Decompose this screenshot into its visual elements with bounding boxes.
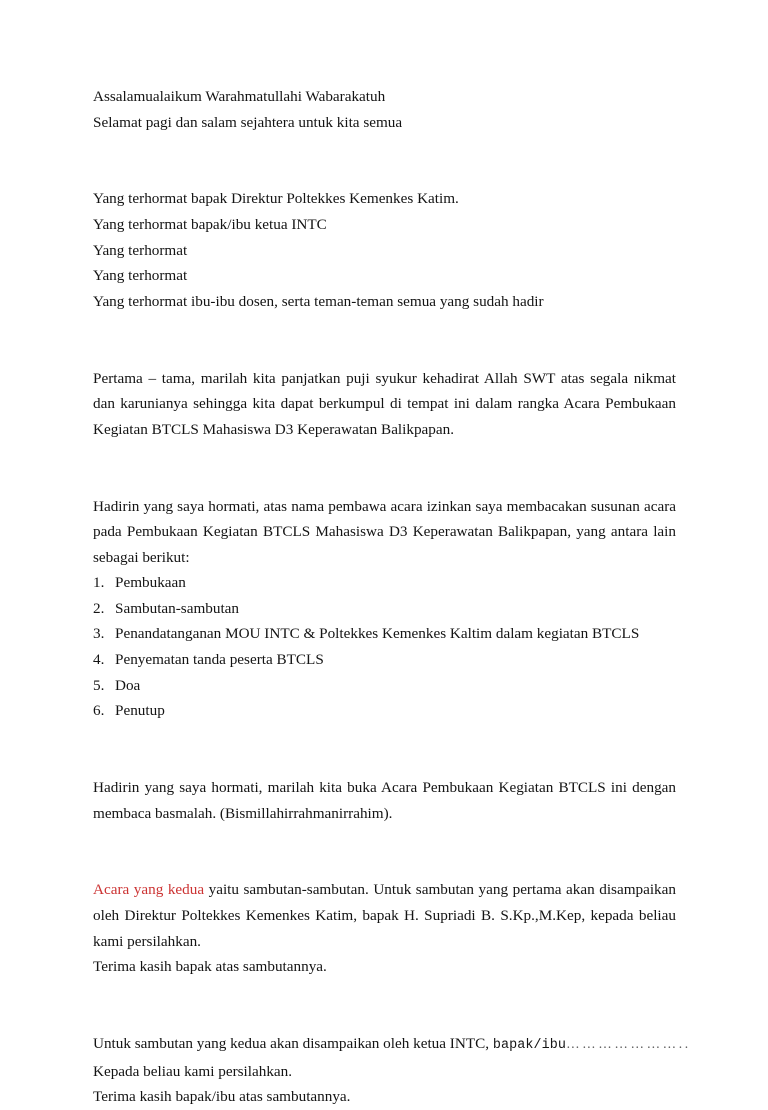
honorific-line-2: Yang terhormat bapak/ibu ketua INTC: [93, 215, 327, 233]
third-agenda-thanks: Terima kasih bapak/ibu atas sambutannya.: [93, 1088, 351, 1106]
spacer-after-agenda-list-2: [93, 749, 676, 775]
agenda-list-item: [93, 673, 676, 699]
agenda-item-number: 5.: [93, 676, 105, 694]
spacer-after-prayer-2: [93, 852, 676, 878]
honorific-line-5: Yang terhormat ibu-ibu dosen, serta teman-teman semua yang sudah hadir: [93, 292, 544, 310]
second-agenda-body: yaitu sambutan-sambutan. Untuk sambutan yang pertama akan disampaikan oleh Direktur Poltekkes Kemenkes Katim, bapak H. Supriadi B. S.Kp.,M.Kep, kepada beliau kami persilahkan.: [93, 881, 676, 950]
agenda-item-label: Pembukaan: [115, 574, 186, 592]
agenda-item-number: 6.: [93, 702, 105, 720]
agenda-list: [93, 570, 676, 724]
paragraph-second-agenda: [93, 877, 676, 954]
third-agenda-dot-leader: …………………..: [566, 1035, 691, 1051]
agenda-item-label: Penyematan tanda peserta BTCLS: [115, 651, 324, 669]
agenda-item-label: Sambutan-sambutan: [115, 599, 240, 617]
agenda-item-number: 1.: [93, 574, 105, 592]
spacer-after-honorifics: [93, 314, 676, 340]
agenda-list-item: [93, 596, 676, 622]
spacer-after-greeting-2: [93, 161, 676, 187]
spacer-after-honorifics-2: [93, 340, 676, 366]
agenda-list-item: [93, 621, 676, 647]
greeting-line-1: Assalamualaikum Warahmatullahi Wabarakatuh: [93, 88, 386, 105]
paragraph-opening: Pertama – tama, marilah kita panjatkan puji syukur kehadirat Allah SWT atas segala nikmat dan karunianya sehingga kita dapat berkumpul di tempat ini dalam rangka Acara Pembukaan Kegiatan BTCLS Mahasiswa D3 Keperawatan Balikpapan.: [93, 369, 676, 438]
spacer-after-agenda-list: [93, 724, 676, 750]
third-agenda-follow: Kepada beliau kami persilahkan.: [93, 1062, 293, 1080]
agenda-item-label: Doa: [115, 676, 141, 694]
spacer-after-prayer: [93, 826, 676, 852]
third-agenda-blank-label: bapak/ibu: [492, 1037, 567, 1053]
spacer-after-opening: [93, 442, 676, 468]
second-agenda-highlight: Acara yang kedua: [93, 881, 205, 899]
agenda-item-number: 4.: [93, 651, 105, 669]
spacer-after-opening-2: [93, 468, 676, 494]
third-agenda-prefix: Untuk sambutan yang kedua akan disampaikan oleh ketua INTC,: [93, 1034, 493, 1052]
second-agenda-thanks: Terima kasih bapak atas sambutannya.: [93, 958, 327, 976]
agenda-list-item: [93, 698, 676, 724]
document-text-column: [93, 84, 691, 1110]
agenda-item-number: 3.: [93, 625, 105, 643]
spacer-after-second-agenda-2: [93, 1005, 676, 1031]
third-agenda-line: [93, 1031, 691, 1059]
paragraph-opening-prayer: Hadirin yang saya hormati, marilah kita buka Acara Pembukaan Kegiatan BTCLS ini dengan membaca basmalah. (Bismillahirrahmanirrahim).: [93, 779, 676, 822]
honorific-line-1: Yang terhormat bapak Direktur Poltekkes Kemenkes Katim.: [93, 190, 459, 208]
agenda-item-number: 2.: [93, 599, 105, 617]
honorific-line-4: Yang terhormat: [93, 267, 188, 285]
honorific-line-3: Yang terhormat: [93, 241, 188, 259]
greeting-line-2: Selamat pagi dan salam sejahtera untuk kita semua: [93, 113, 403, 131]
spacer-after-greeting: [93, 135, 676, 161]
agenda-item-label: Penutup: [115, 702, 165, 720]
agenda-list-item: [93, 647, 676, 673]
paragraph-agenda-intro: Hadirin yang saya hormati, atas nama pembawa acara izinkan saya membacakan susunan acara pada Pembukaan Kegiatan BTCLS Mahasiswa D3 Keperawatan Balikpapan, yang antara lain sebagai berikut:: [93, 497, 676, 566]
agenda-list-item: [93, 570, 676, 596]
spacer-after-second-agenda: [93, 980, 676, 1006]
agenda-item-label: Penandatanganan MOU INTC & Poltekkes Kemenkes Kaltim dalam kegiatan BTCLS: [115, 625, 640, 643]
